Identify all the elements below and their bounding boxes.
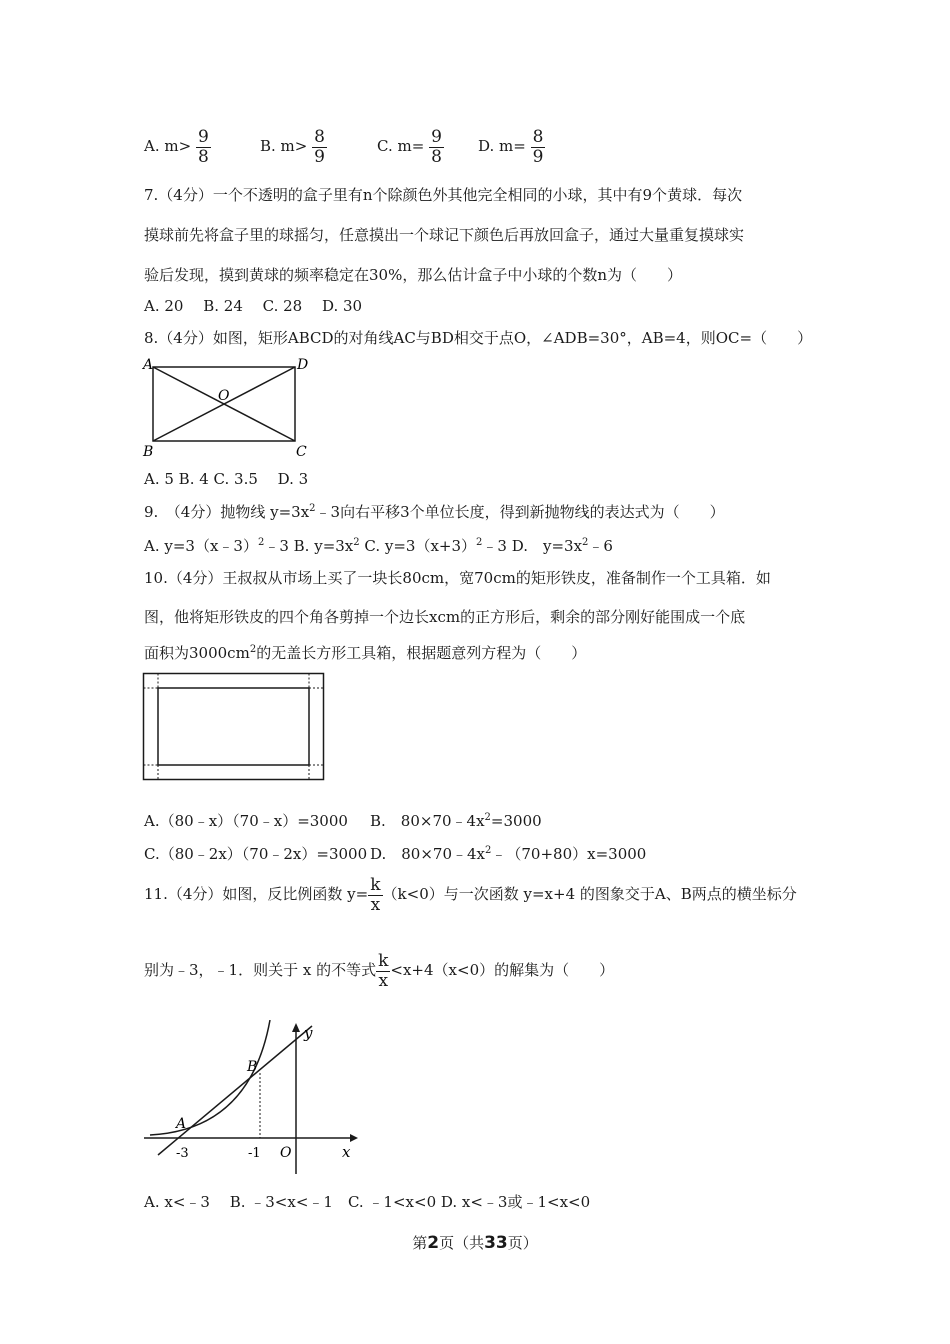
q10-stem-line1: 10.（4分）王叔叔从市场上买了一块长80cm，宽70cm的矩形铁皮，准备制作一个工具箱．如: [144, 569, 771, 587]
outer-sheet: [144, 674, 324, 780]
fraction: $\frac{8}{9}$: [532, 127, 544, 167]
q6-option-a: A. m> $\frac{9}{8}$: [144, 127, 209, 167]
line-y-x-plus-4: [158, 1026, 312, 1155]
q6-option-d: D. m= $\frac{8}{9}$: [478, 127, 544, 167]
q7-options: A. 20 B. 24 C. 28 D. 30: [144, 297, 363, 315]
label-b: B: [247, 1059, 258, 1075]
q11-stem-line2: 别为﹣3，﹣1．则关于 x 的不等式 $\frac{k}{x}$ <x+4（x<0）的解集为（ ）: [144, 951, 615, 991]
fraction: $\frac{8}{9}$: [314, 127, 325, 167]
y-axis-arrow: [292, 1023, 300, 1032]
inner-base: [158, 688, 309, 765]
hyperbola-k-over-x: [150, 1020, 270, 1135]
x-axis-arrow: [350, 1134, 358, 1142]
q10-option-b: B. $80\times 70﹣4x^2=3000$: [370, 812, 542, 830]
label-c: C: [296, 444, 307, 460]
fraction-k-over-x: $\frac{k}{x}$: [370, 875, 381, 915]
q6-option-c: C. m= $\frac{9}{8}$: [377, 127, 442, 167]
page-footer: 第2页（共33页）: [412, 1233, 538, 1253]
q9-stem: 9. （4分）抛物线 $y=3x^2﹣3$向右平移3个单位长度，得到新抛物线的表达式为（ ）: [144, 503, 725, 521]
tick-label-minus-1: -1: [248, 1146, 261, 1161]
label-a: A: [143, 357, 154, 373]
fraction: $\frac{9}{8}$: [431, 127, 442, 167]
label-y-axis: y: [304, 1024, 313, 1042]
q6-option-b: B. m> $\frac{8}{9}$: [260, 127, 325, 167]
tick-label-minus-3: -3: [176, 1146, 189, 1161]
q7-stem-line1: 7.（4分）一个不透明的盒子里有n个除颜色外其他完全相同的小球，其中有9个黄球．每次: [144, 186, 743, 204]
total-page-count: 33: [484, 1233, 508, 1253]
q10-stem-line2: 图，他将矩形铁皮的四个角各剪掉一个边长xcm的正方形后，剩余的部分刚好能围成一个底: [144, 608, 746, 626]
label-b: B: [143, 444, 154, 460]
q7-stem-line3: 验后发现，摸到黄球的频率稳定在30%，那么估计盒子中小球的个数n为（ ）: [144, 266, 683, 284]
fraction-k-over-x: $\frac{k}{x}$: [378, 951, 389, 991]
function-graph-figure: [140, 1020, 360, 1180]
q11-options: A. x<﹣3 B. ﹣3<x<﹣1 C. ﹣1<x<0 D. x<﹣3或﹣1<x<0: [144, 1193, 591, 1211]
q8-stem: 8.（4分）如图，矩形ABCD的对角线AC与BD相交于点O，∠ADB=30°，AB=4，则OC=（ ）: [144, 329, 813, 347]
fraction: $\frac{9}{8}$: [197, 127, 209, 167]
label-origin: O: [280, 1145, 292, 1161]
q9-options: A. y=3（x﹣3）$^2$﹣3 B. $y=3x^2$ C. $y=3(x+3)^2﹣3$ D. $y=3x^2﹣6$: [144, 537, 613, 555]
iron-sheet-figure: [142, 672, 326, 782]
current-page-number: 2: [427, 1233, 440, 1253]
q10-option-c: C.（80﹣2x）（70﹣2x）=3000: [144, 845, 368, 863]
q8-options: A. 5 B. 4 C. 3.5 D. 3: [144, 470, 309, 488]
q11-stem-line1: 11.（4分）如图，反比例函数 y= $\frac{k}{x}$ （k<0）与一次函数 y=x+4 的图象交于A、B两点的横坐标分: [144, 875, 797, 915]
label-d: D: [297, 357, 309, 373]
rectangle-abcd-figure: [140, 353, 320, 461]
q10-option-a: A.（80﹣x）（70﹣x）=3000: [144, 812, 348, 830]
label-o: O: [218, 388, 230, 404]
q7-stem-line2: 摸球前先将盒子里的球摇匀，任意摸出一个球记下颜色后再放回盒子，通过大量重复摸球实: [144, 226, 745, 244]
label-x-axis: x: [342, 1143, 351, 1161]
q10-option-d: D. $80\times 70﹣4x^2﹣(70+80)x=3000$: [370, 845, 647, 863]
q10-stem-line3: 面积为$3000cm^2$的无盖长方形工具箱，根据题意列方程为（ ）: [144, 644, 587, 662]
label-a: A: [176, 1116, 187, 1132]
